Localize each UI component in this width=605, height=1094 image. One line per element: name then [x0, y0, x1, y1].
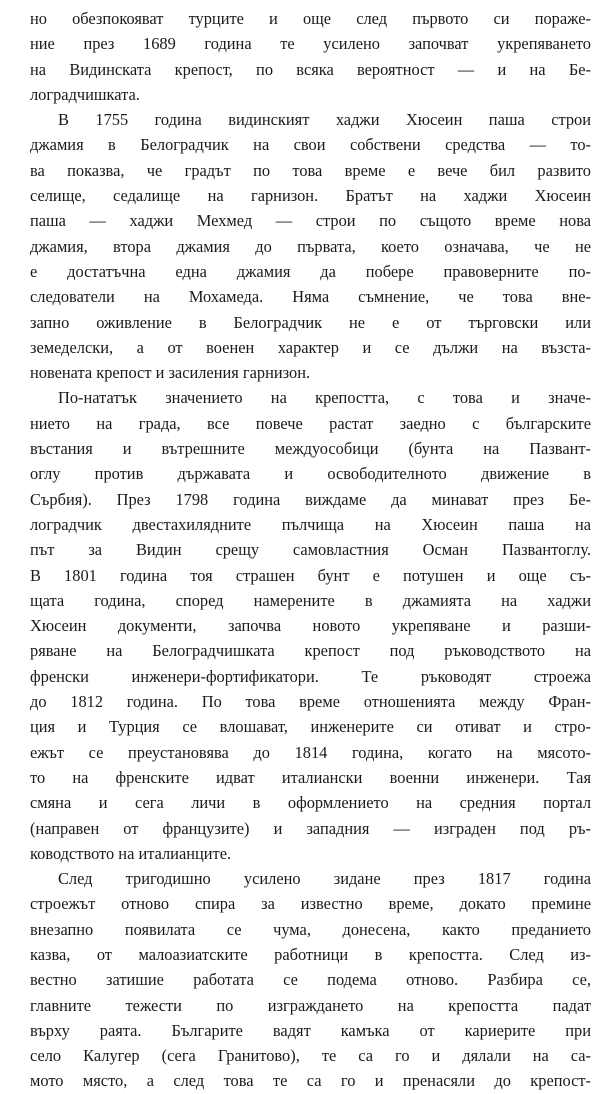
text-line: оглу против държавата и освободителното движение в	[30, 464, 591, 484]
text-line: внезапно появилата се чума, донесена, както преданието	[30, 919, 591, 939]
text-line: ва показва, че градът по това време е вече бил развито	[30, 160, 591, 180]
paragraph	[30, 866, 591, 1094]
text-line: следователи на Мохамеда. Няма съмнение, че това вне-	[30, 287, 591, 307]
text-line: паша — хаджи Мехмед — строи по същото време нова	[30, 211, 591, 231]
paragraph	[30, 6, 591, 107]
text-line: ция и Турция се влошават, инженерите си отиват и стро-	[30, 717, 591, 737]
text-line: строежът отново спира за известно време, докато премине	[30, 894, 591, 914]
paragraph	[30, 385, 591, 866]
text-line: е достатъчна една джамия да побере правоверните по-	[30, 261, 591, 281]
text-line: въстания и вътрешните междуособици (бунта на Пазвант-	[30, 439, 591, 459]
text-line: казва, от малоазиатските работници в крепостта. След из-	[30, 944, 591, 964]
text-line: ководството на италианците.	[30, 843, 232, 863]
text-line: джамия, втора джамия до първата, което означава, че не	[30, 236, 591, 256]
text-line: нието на града, все повече растат заедно с българските	[30, 413, 591, 433]
text-line: до 1812 година. По това време отношенията между Фран-	[30, 692, 591, 712]
text-line: смяна и сега личи в оформлението на средния портал	[30, 793, 591, 813]
text-line: В 1801 година тоя страшен бунт е потушен и още съ-	[30, 565, 591, 585]
text-line: По-нататък значението на крепостта, с това и значе-	[58, 388, 591, 408]
text-line: Хюсеин документи, започва новото укрепяване и разши-	[30, 616, 591, 636]
text-line: мото място, а след това те са го и пренасяли до крепост-	[30, 1071, 591, 1091]
text-line: новената крепост и засиления гарнизон.	[30, 363, 311, 383]
text-line: вестно затишие работата се подема отново. Разбира се,	[30, 970, 591, 990]
text-line: След тригодишно усилено зидане през 1817 година	[58, 869, 591, 889]
text-line: но обезпокояват турците и още след първото си пораже-	[30, 9, 591, 28]
text-line: (направен от французите) и западния — изграден под ръ-	[30, 818, 591, 838]
text-line: селище, седалище на гарнизон. Братът на хаджи Хюсеин	[30, 186, 591, 206]
text-line: лоградчик двестахилядните пълчища на Хюсеин паша на	[30, 514, 591, 534]
text-line: В 1755 година видинският хаджи Хюсеин паша строи	[58, 110, 591, 130]
text-line: лоградчишката.	[30, 84, 140, 104]
text-line: ежът се преустановява до 1814 година, когато на мясото-	[30, 742, 591, 762]
text-line: върху раята. Българите вадят камъка от кариерите при	[30, 1020, 591, 1040]
text-line: щата година, според намерените в джамията на хаджи	[30, 590, 591, 610]
text-line: село Калугер (сега Гранитово), те са го и дялали на са-	[30, 1046, 591, 1066]
paragraph	[30, 107, 591, 385]
text-line: запно оживление в Белоградчик не е от търговски или	[30, 312, 591, 332]
text-line: Сърбия). През 1798 година виждаме да минават през Бе-	[30, 489, 591, 509]
text-line: път за Видин срещу самовластния Осман Пазвантоглу.	[30, 540, 591, 560]
text-line: ние през 1689 година те усилено започват укрепяването	[30, 34, 591, 54]
text-line: френски инженери-фортификатори. Те ръководят строежа	[30, 666, 591, 686]
text-line: ряване на Белоградчишката крепост под ръководството на	[30, 641, 591, 661]
text-line: то на френските идват италиански военни инженери. Тая	[30, 767, 591, 787]
text-line: джамия в Белоградчик на свои собствени средства — то-	[30, 135, 591, 155]
text-line: на Видинската крепост, по всяка вероятност — и на Бе-	[30, 59, 591, 79]
text-line: главните тежести по изграждането на крепостта падат	[30, 995, 591, 1015]
text-line: земеделски, а от военен характер и се дължи на възста-	[30, 337, 591, 357]
